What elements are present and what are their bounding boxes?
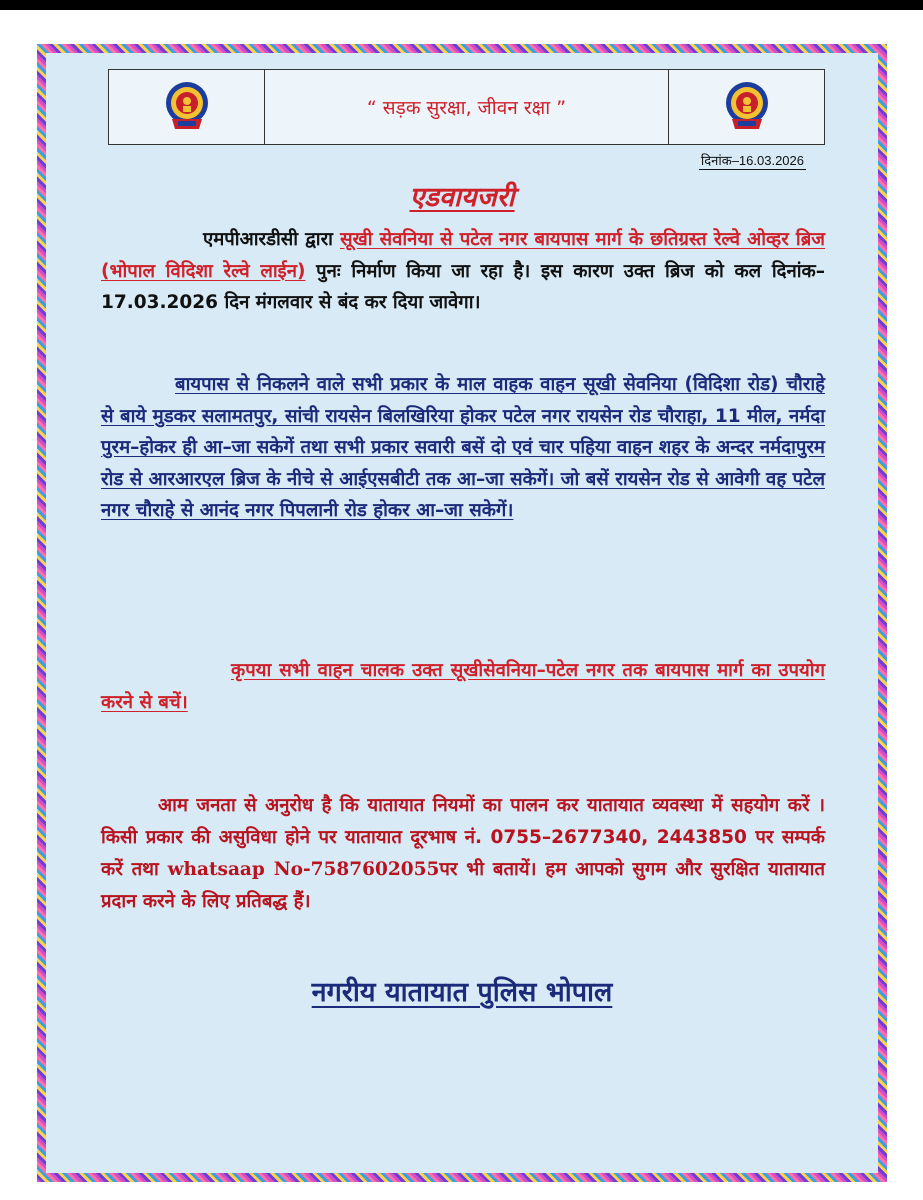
slogan-text: “ सड़क सुरक्षा, जीवन रक्षा ” bbox=[366, 97, 567, 119]
bottom-white-bar bbox=[0, 1182, 923, 1200]
para4-part2: पर भी बतायें। हम आपको सुगम और सुरक्षित यातायात प्रदान करने के लिए प्रतिबद्ध हैं। bbox=[101, 859, 825, 912]
para1-lead: एमपीआरडीसी द्वारा bbox=[203, 229, 341, 250]
header-logo-left-cell bbox=[109, 70, 265, 144]
para4-part1: आम जनता से अनुरोध है कि यातायात नियमों का पालन कर यातायात व्यवस्था में सहयोग करें । किसी प्रकार की असुविधा होने पर यातायात दूरभाष नं. 0755–2677340, 2443850 पर सम्पर्क करें तथा bbox=[101, 795, 825, 880]
header-table bbox=[108, 69, 825, 145]
para3-text: कृपया सभी वाहन चालक उक्त सूखीसेवनिया–पटेल नगर तक बायपास मार्ग का उपयोग करने से बचें। bbox=[101, 660, 825, 713]
decorative-border bbox=[37, 44, 887, 1182]
signature-text: नगरीय यातायात पुलिस भोपाल bbox=[311, 977, 613, 1008]
paragraph-4 bbox=[101, 790, 825, 918]
paragraph-3 bbox=[101, 655, 825, 718]
police-badge-right-icon bbox=[724, 77, 770, 137]
document-page bbox=[0, 10, 923, 1182]
para4-whatsapp: whatsaap No-7587602055 bbox=[167, 859, 440, 880]
header-logo-right-cell bbox=[669, 70, 824, 144]
top-black-bar bbox=[0, 0, 923, 10]
para1-rest: पुनः निर्माण किया जा रहा है। इस कारण उक्त ब्रिज को कल दिनांक–17.03.2026 दिन मंगलवार से बंद कर दिया जावेगा। bbox=[101, 260, 825, 313]
header-slogan-cell bbox=[265, 70, 669, 144]
signature-block bbox=[55, 972, 869, 1009]
advisory-title: एडवायजरी bbox=[409, 182, 515, 213]
date-text: दिनांक–16.03.2026 bbox=[700, 153, 804, 168]
para1-highlight: सूखी सेवनिया से पटेल नगर बायपास मार्ग के छतिग्रस्त रेल्वे ओव्हर ब्रिज (भोपाल विदिशा रेल्वे लाईन) bbox=[101, 229, 825, 282]
document-body bbox=[55, 62, 869, 1164]
paragraph-1 bbox=[101, 224, 825, 319]
police-badge-left-icon bbox=[164, 77, 210, 137]
heading bbox=[55, 177, 869, 214]
paragraph-2 bbox=[101, 369, 825, 527]
para2-text: बायपास से निकलने वाले सभी प्रकार के माल वाहक वाहन सूखी सेवनिया (विदिशा रोड) चौराहे से बाये मुडकर सलामतपुर, सांची रायसेन बिलखिरिया होकर पटेल नगर रायसेन रोड चौराहा, 11 मील, नर्मदा पुरम–होकर ही आ–जा सकेगें तथा सभी प्रकार सवारी बसें दो एवं चार पहिया वाहन शहर के अन्दर नर्मदापुरम रोड से आरआरएल ब्रिज के नीचे से आईएसबीटी तक आ–जा सकेगें। जो बसें रायसेन रोड से आवेगी वह पटेल नगर चौराहे से आनंद नगर पिपलानी रोड होकर आ–जा सकेगें। bbox=[101, 374, 825, 521]
